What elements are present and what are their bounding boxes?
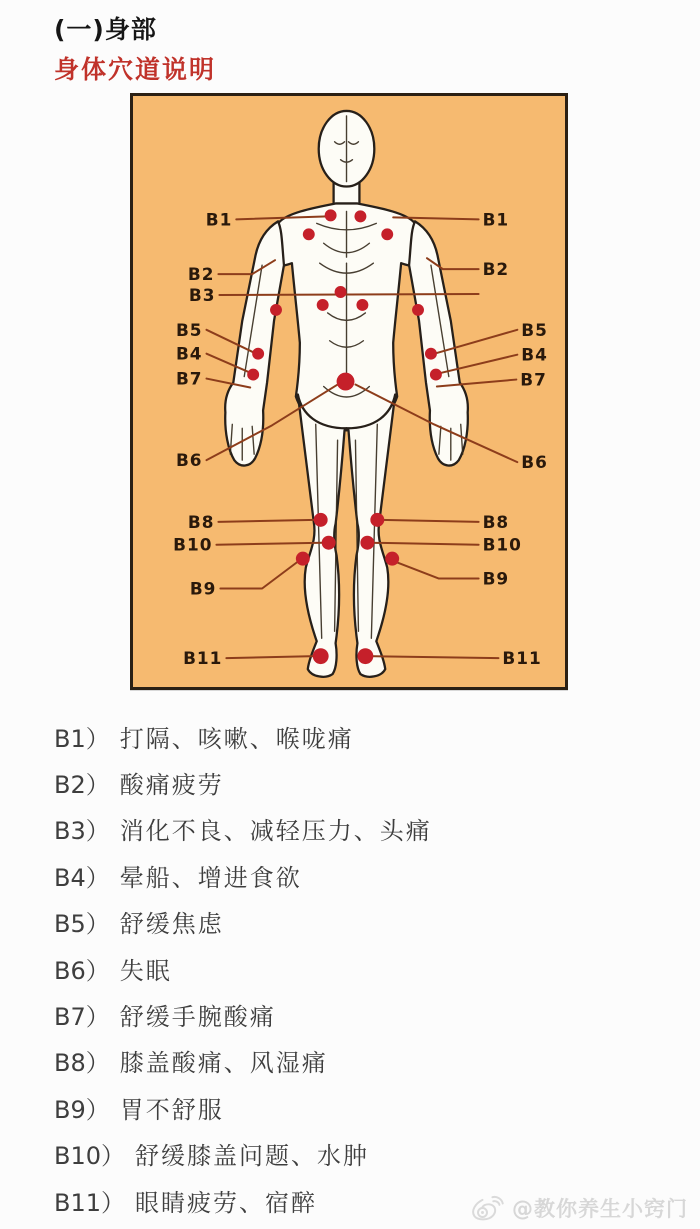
point-labels-right	[483, 209, 548, 668]
legend-item	[54, 759, 674, 805]
legend-item-text: 舒缓焦虑	[119, 910, 224, 939]
legend-item-key: B9）	[54, 1095, 110, 1124]
point-label: B11	[502, 648, 542, 669]
figure-right-arm	[409, 221, 468, 465]
point-label: B2	[187, 264, 215, 285]
point-label: B8	[482, 511, 510, 532]
legend-item-key: B8）	[54, 1049, 110, 1078]
legend-item-text: 舒缓手腕酸痛	[119, 1003, 276, 1032]
point-label: B7	[520, 369, 547, 390]
point-label: B11	[183, 648, 223, 669]
legend-item-text: 酸痛疲劳	[119, 771, 224, 800]
body-map-svg	[133, 96, 565, 687]
point-label: B2	[482, 259, 510, 280]
legend-item	[54, 852, 674, 898]
legend-item-key: B3）	[54, 817, 110, 846]
legend-item	[54, 1038, 674, 1084]
point-label: B1	[205, 209, 233, 230]
legend-item-text: 失眠	[119, 956, 172, 985]
point-label: B9	[482, 568, 510, 589]
point-labels-left	[173, 209, 232, 668]
legend-item-key: B7）	[54, 1003, 110, 1032]
legend-item-key: B2）	[54, 771, 110, 800]
legend-item-text: 消化不良、减轻压力、头痛	[119, 817, 432, 846]
legend-item	[54, 945, 674, 991]
legend-item-text: 舒缓膝盖问题、水肿	[135, 1142, 370, 1171]
point-label: B6	[175, 450, 203, 471]
legend-item-text: 膝盖酸痛、风湿痛	[119, 1049, 328, 1078]
legend-item-key: B11）	[54, 1188, 126, 1217]
legend-item-key: B4）	[54, 863, 110, 892]
point-label: B10	[482, 534, 522, 555]
legend-item-text: 晕船、增进食欲	[119, 863, 302, 892]
point-label: B10	[173, 534, 213, 555]
legend-item-text: 胃不舒服	[119, 1095, 224, 1124]
legend-item-key: B10）	[54, 1142, 126, 1171]
legend-list	[54, 713, 674, 1223]
human-figure	[225, 111, 468, 677]
legend-item	[54, 1131, 674, 1177]
legend-item	[54, 806, 674, 852]
legend-item-key: B6）	[54, 956, 110, 985]
point-label: B1	[482, 209, 510, 230]
page-title: (一)身部	[54, 15, 157, 44]
legend-item	[54, 899, 674, 945]
point-label: B6	[521, 452, 548, 473]
point-label: B5	[521, 319, 548, 340]
weibo-icon	[469, 1193, 505, 1223]
point-label: B4	[175, 343, 203, 364]
legend-item-text: 打隔、咳嗽、喉咙痛	[119, 724, 354, 753]
point-label: B4	[521, 344, 548, 365]
watermark	[469, 1193, 688, 1223]
point-label: B7	[175, 368, 203, 389]
legend-item-key: B1）	[54, 724, 110, 753]
legend-item	[54, 991, 674, 1037]
legend-item	[54, 1084, 674, 1130]
legend-item-key: B5）	[54, 910, 110, 939]
page-subtitle: 身体穴道说明	[54, 55, 217, 84]
point-label: B5	[175, 319, 203, 340]
point-label: B9	[189, 578, 217, 599]
point-label: B8	[187, 511, 215, 532]
body-acupoint-diagram	[130, 93, 568, 690]
watermark-text: @教你养生小窍门	[512, 1197, 688, 1221]
legend-item	[54, 713, 674, 759]
legend-item-text: 眼睛疲劳、宿醉	[135, 1188, 318, 1217]
point-label: B3	[188, 284, 216, 305]
